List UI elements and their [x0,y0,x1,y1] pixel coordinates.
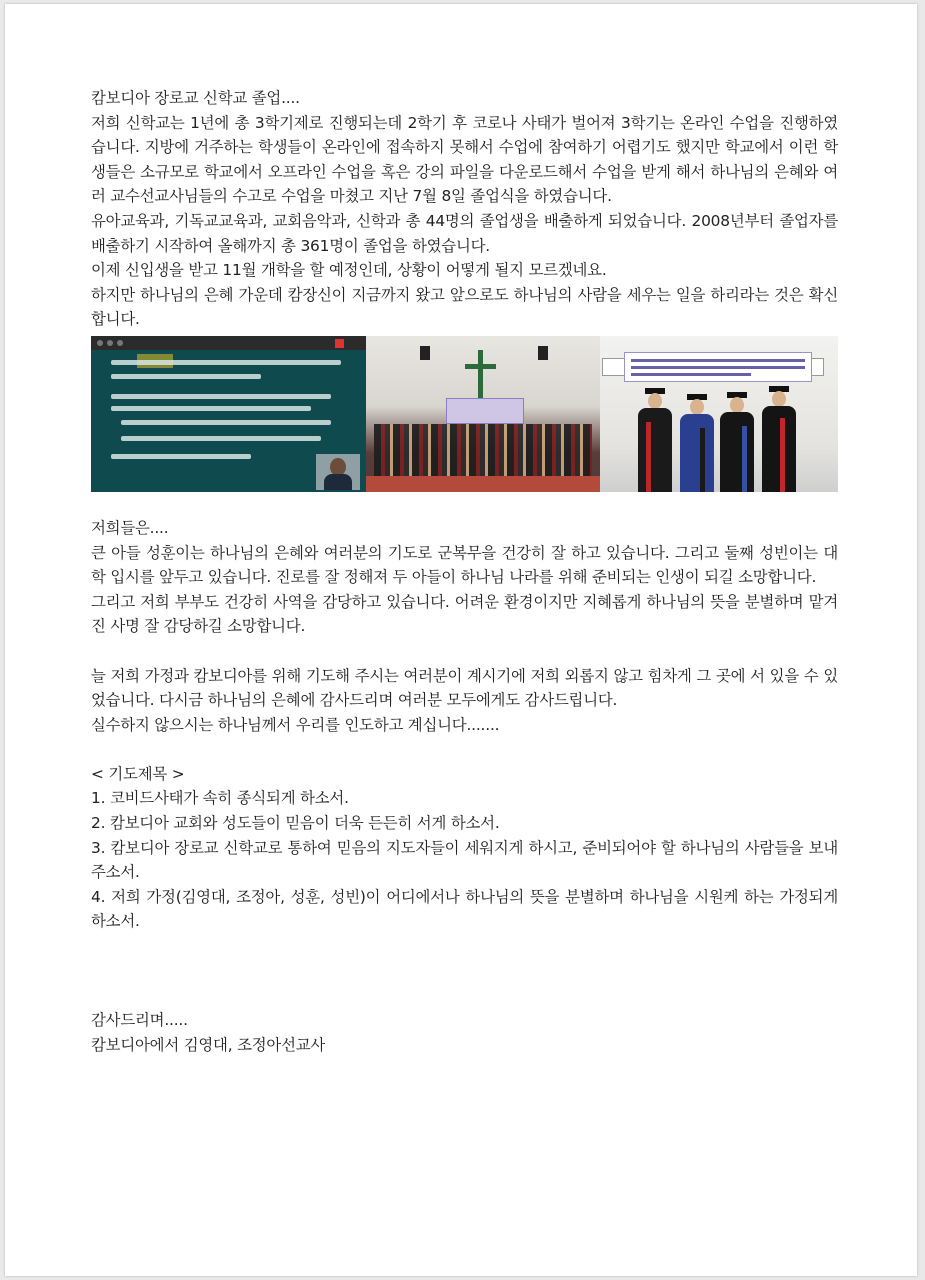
section-title: 저희들은.... [91,518,169,537]
paragraph: 하지만 하나님의 은혜 가운데 캄장신이 지금까지 왔고 앞으로도 하나님의 사람을 세우는 일을 하리라는 것은 확신합니다. [91,285,838,329]
section-title: 캄보디아 장로교 신학교 졸업.... [91,89,300,107]
paragraph: 늘 저희 가정과 캄보디아를 위해 기도해 주시는 여러분이 계시기에 저희 외롭지 않고 힘차게 그 곳에 서 있을 수 있었습니다. 다시금 하나님의 은혜에 감사드리며 여러분 모두에게도 감사드립니다. [91,666,838,710]
signature: 캄보디아에서 김영대, 조정아선교사 [91,1035,326,1054]
prayer-heading: < 기도제목 > [91,764,185,783]
paragraph: 그리고 저희 부부도 건강히 사역을 감당하고 있습니다. 어려운 환경이지만 지혜롭게 하나님의 뜻을 분별하며 맡겨진 사명 잘 감당하길 소망합니다. [91,592,838,636]
letter-body [91,86,838,1057]
paragraph: 실수하지 않으시는 하나님께서 우리를 인도하고 계십니다....... [91,715,500,734]
closing: 감사드리며..... [91,1011,188,1030]
graduates-four-photo [600,336,838,492]
prayer-item: 1. 코비드사태가 속히 종식되게 하소서. [91,789,349,808]
prayer-item: 2. 캄보디아 교회와 성도들이 믿음이 더욱 든든히 서게 하소서. [91,814,500,833]
graduation-group-photo [366,336,600,492]
photo-strip [91,336,838,492]
paragraph: 저희 신학교는 1년에 총 3학기제로 진행되는데 2학기 후 코로나 사태가 벌어져 3학기는 온라인 수업을 진행하였습니다. 지방에 거주하는 학생들이 온라인에 접속하지 못해서 수업에 참여하기 어렵기도 했지만 학교에서 이런 학생들은 소규모로 학교에서 오프라인 수업을 혹은 강의 파일을 다운로드해서 수업을 받게 해서 하나님의 은혜와 여러 교수선교사님들의 수고로 수업을 마쳤고 지난 7월 8일 졸업식을 하였습니다. [91,113,838,206]
paragraph: 큰 아들 성훈이는 하나님의 은혜와 여러분의 기도로 군복무을 건강히 잘 하고 있습니다. 그리고 둘째 성빈이는 대학 입시를 앞두고 있습니다. 진로를 잘 정해져 두 아들이 하나님 나라를 위해 준비되는 인생이 되길 소망합니다. [91,543,838,587]
document-page [5,4,917,1276]
online-class-photo [91,336,366,492]
prayer-item: 4. 저희 가정(김영대, 조정아, 성훈, 성빈)이 어디에서나 하나님의 뜻을 분별하며 하나님을 시원케 하는 가정되게 하소서. [91,887,838,931]
paragraph: 유아교육과, 기독교교육과, 교회음악과, 신학과 총 44명의 졸업생을 배출하게 되었습니다. 2008년부터 졸업자를 배출하기 시작하여 올해까지 총 361명이 졸업을 하였습니다. [91,211,838,255]
paragraph: 이제 신입생을 받고 11월 개학을 할 예정인데, 상황이 어떻게 될지 모르겠네요. [91,261,607,280]
prayer-item: 3. 캄보디아 장로교 신학교로 통하여 믿음의 지도자들이 세워지게 하시고, 준비되어야 할 하나님의 사람들을 보내주소서. [91,838,838,882]
